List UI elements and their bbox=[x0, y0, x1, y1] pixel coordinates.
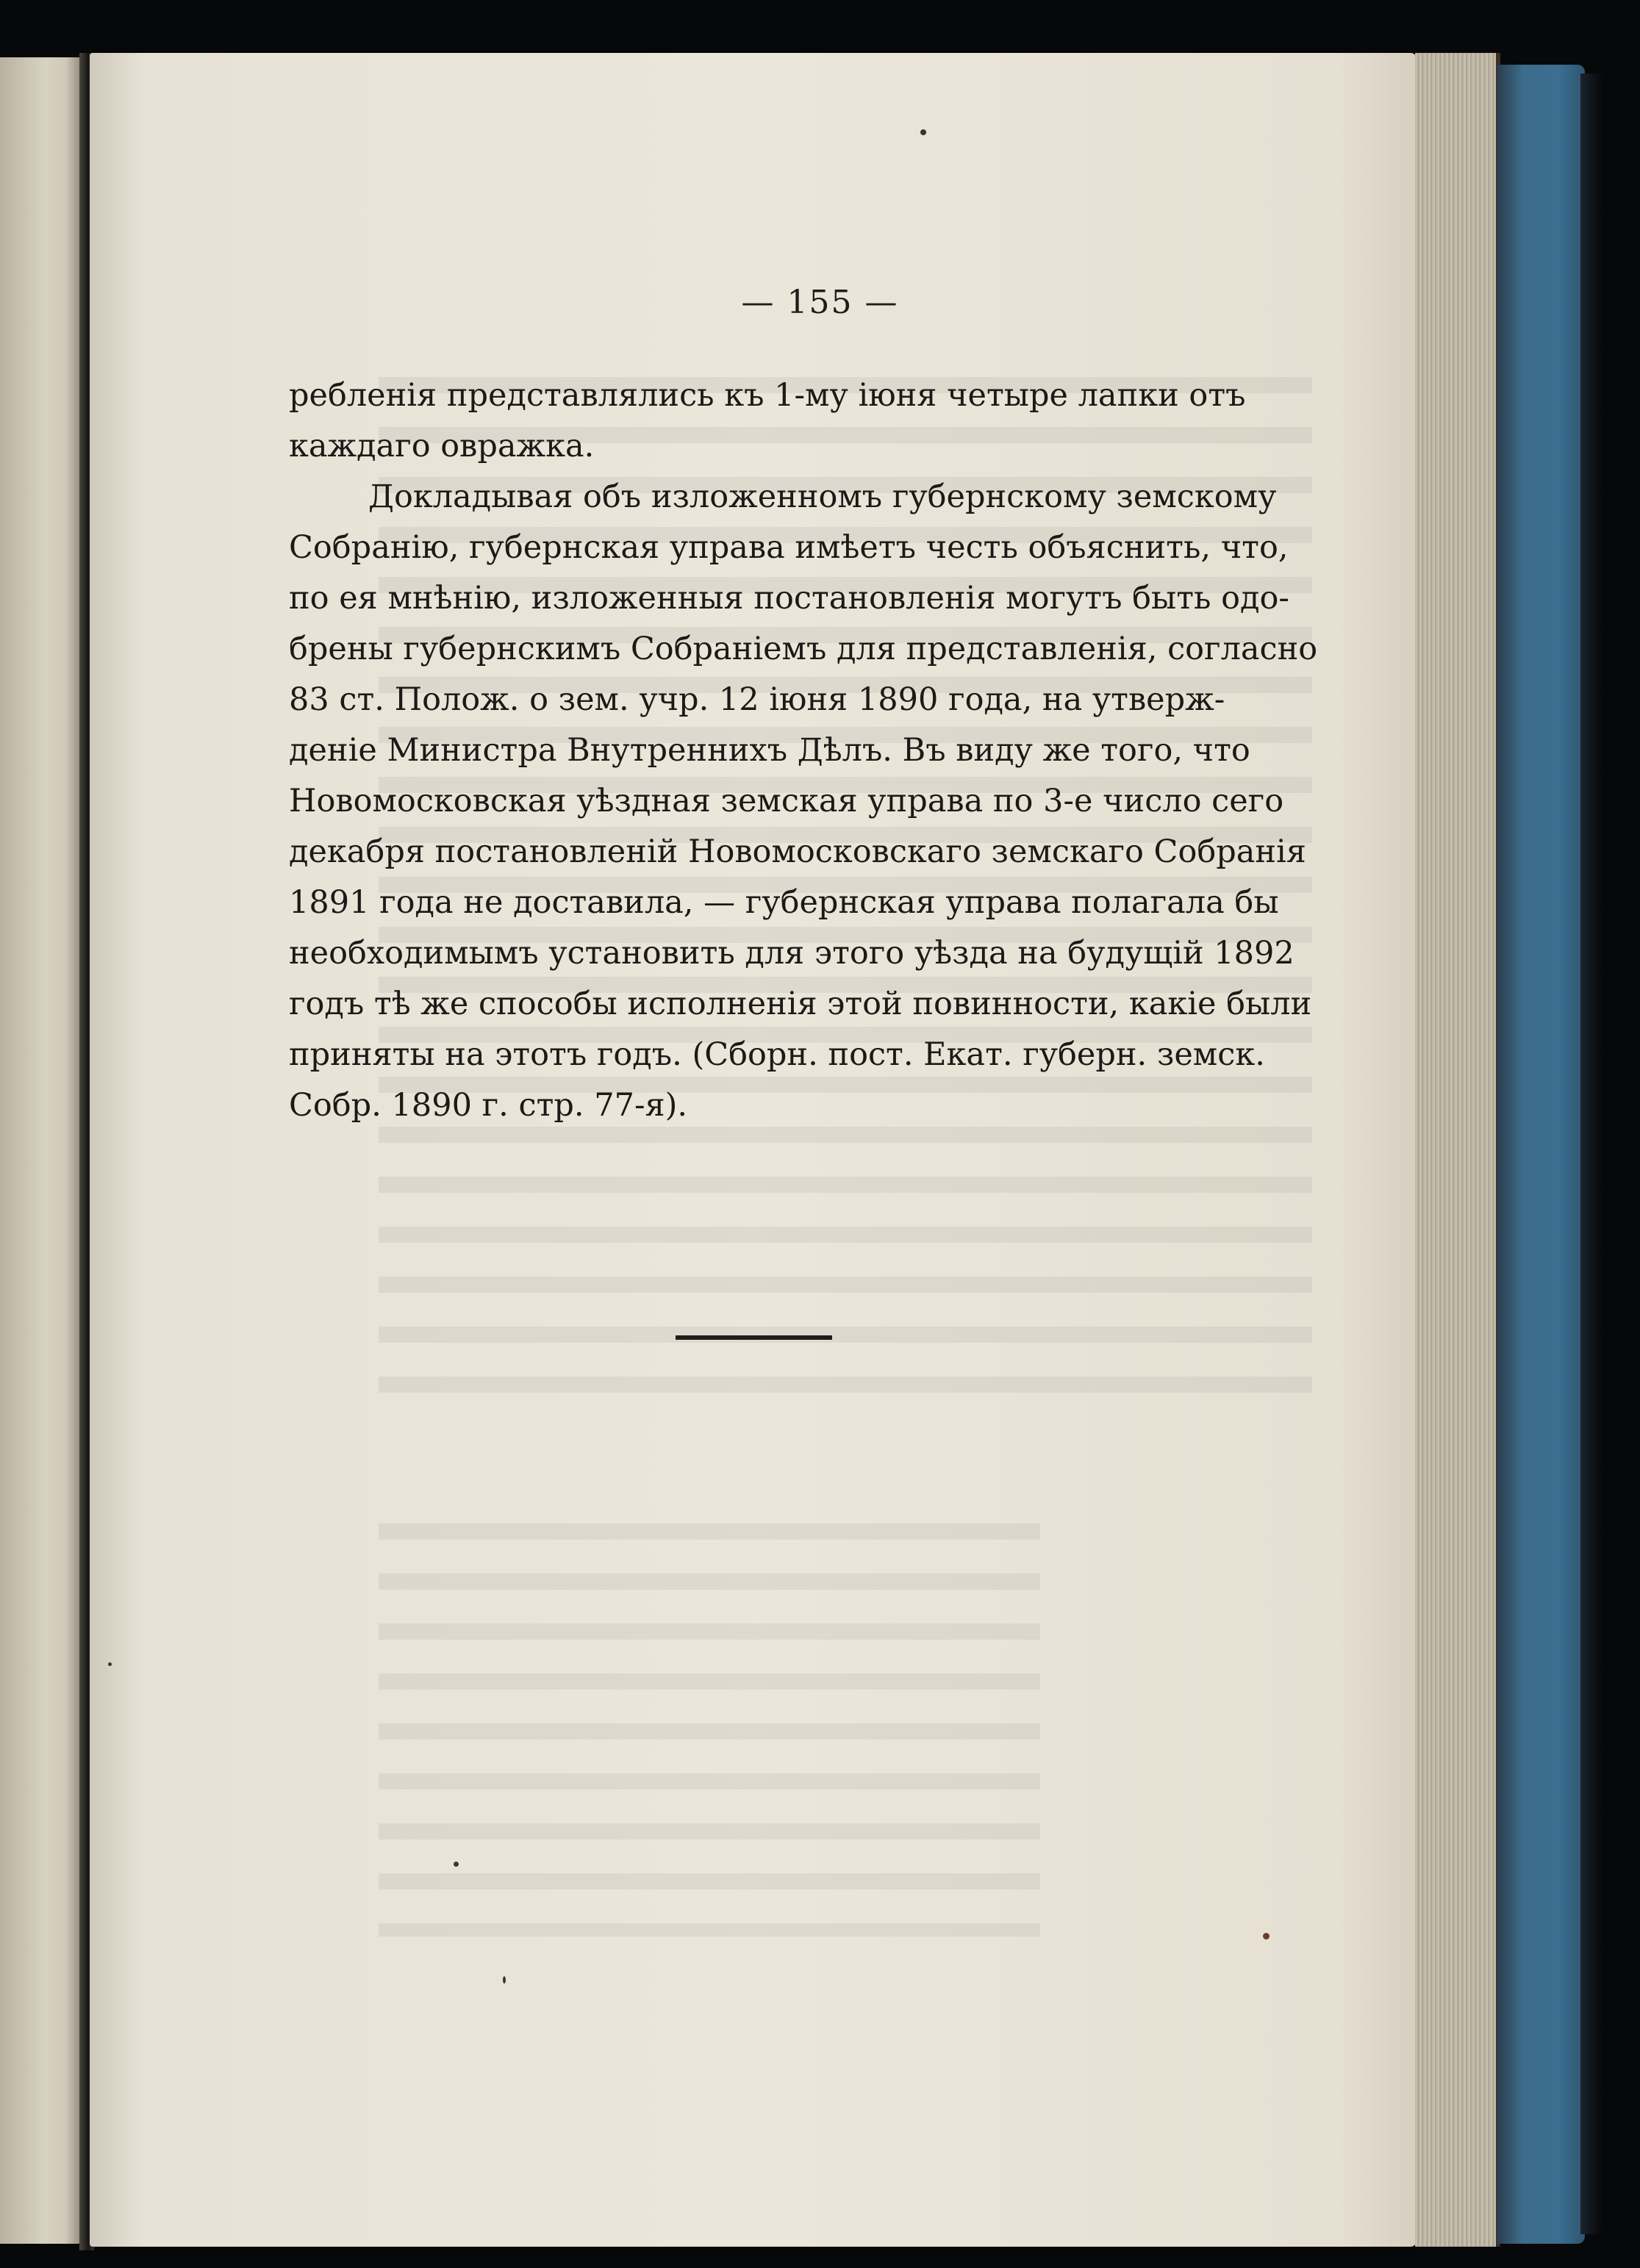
text-line: Докладывая объ изложенномъ губернскому земскому bbox=[368, 478, 1277, 515]
text-line: каждаго овражка. bbox=[289, 428, 595, 464]
paper-speck bbox=[108, 1662, 112, 1666]
text-line: Собранію, губернская управа имѣетъ честь объяснить, что, bbox=[289, 529, 1289, 566]
body-text bbox=[289, 370, 1318, 1131]
text-line: брены губернскимъ Собраніемъ для представленія, согласно bbox=[289, 631, 1318, 667]
text-line: Собр. 1890 г. стр. 77-я). bbox=[289, 1087, 688, 1124]
text-line: годъ тѣ же способы исполненія этой повинности, какіе были bbox=[289, 986, 1312, 1022]
book-cover-edge bbox=[1497, 65, 1585, 2244]
page-number: — 155 — bbox=[741, 284, 899, 321]
text-line: приняты на этотъ годъ. (Сборн. пост. Екат. губерн. земск. bbox=[289, 1036, 1265, 1073]
text-line: по ея мнѣнію, изложенныя постановленія могутъ быть одо- bbox=[289, 580, 1289, 617]
paper-speck bbox=[503, 1976, 506, 1984]
text-line: необходимымъ установить для этого уѣзда на будущій 1892 bbox=[289, 935, 1295, 972]
page-edges bbox=[1415, 53, 1500, 2247]
text-line: 1891 года не доставила, — губернская управа полагала бы bbox=[289, 884, 1279, 921]
section-rule bbox=[676, 1335, 832, 1340]
left-page-edge bbox=[0, 57, 82, 2244]
text-line: 83 ст. Полож. о зем. учр. 12 іюня 1890 года, на утверж- bbox=[289, 681, 1225, 718]
text-line: деніе Министра Внутреннихъ Дѣлъ. Въ виду же того, что bbox=[289, 732, 1250, 769]
text-line: ребленія представлялись къ 1-му іюня четыре лапки отъ bbox=[289, 377, 1246, 414]
paper-speck bbox=[1263, 1933, 1270, 1939]
paper-speck bbox=[920, 129, 926, 135]
cover-shadow bbox=[1580, 73, 1603, 2234]
paper-speck bbox=[454, 1862, 459, 1867]
text-line: декабря постановленій Новомосковскаго земскаго Собранія bbox=[289, 833, 1306, 870]
text-line: Новомосковская уѣздная земская управа по 3-е число сего bbox=[289, 783, 1284, 819]
